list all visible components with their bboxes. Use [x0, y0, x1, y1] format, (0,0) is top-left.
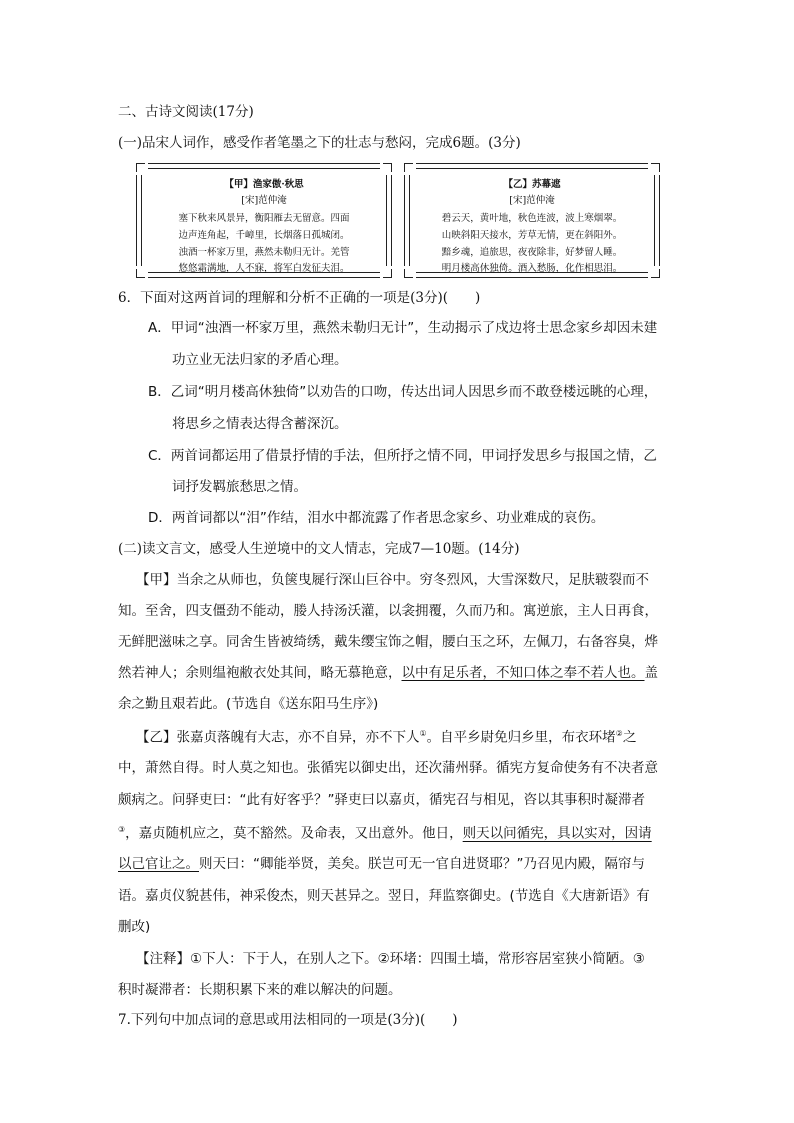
question-6-option-d: D．两首词都以“泪”作结，泪水中都流露了作者思念家乡、功业难成的哀伤。 — [148, 510, 605, 526]
passage-b-line: 语。嘉贞仪貌甚伟，神采俊杰，则天甚异之。翌日，拜监察御史。(节选自《大唐新语》有 — [118, 888, 650, 904]
part1-intro: (一)品宋人词作，感受作者笔墨之下的壮志与愁闷，完成6题。(3分) — [118, 135, 521, 151]
poem-a-box — [136, 163, 392, 278]
passage-b-line: 删改) — [118, 919, 151, 935]
question-6-option-c: C．两首词都运用了借景抒情的手法，但所抒之情不同，甲词抒发思乡与报国之情，乙 — [148, 448, 657, 464]
passage-b-line: 颇病之。问驿吏曰：“此有好客乎？”驿吏曰以嘉贞，循宪召与相见，咨以其事积时凝滞者 — [118, 792, 645, 808]
passage-a-line: 余之勤且艰若此。(节选自《送东阳马生序》) — [118, 696, 379, 712]
footnote-marker: ② — [615, 729, 623, 738]
passage-a-line-4: 然若神人；余则缊袍敝衣处其间，略无慕艳意，以中有足乐者，不知口体之奉不若人也。盖 — [118, 665, 658, 681]
poem-a-line: 边声连角起，千嶂里，长烟落日孤城闭。 — [178, 230, 350, 241]
section-title: 二、古诗文阅读(17分) — [118, 104, 254, 120]
poem-b-box — [404, 163, 660, 278]
passage-b-line-4: ③，嘉贞随机应之，莫不豁然。及命表，又出意外。他日，则天以问循宪，具以实对，因请 — [118, 825, 652, 842]
notes-line: 积时凝滞者：长期积累下来的难以解决的问题。 — [118, 982, 402, 998]
question-6-option-b-cont: 将思乡之情表达得含蓄深沉。 — [172, 416, 348, 432]
question-6-option-a-cont: 功立业无法归家的矛盾心理。 — [172, 352, 348, 368]
question-6-option-c-cont: 词抒发羁旅愁思之情。 — [172, 479, 307, 495]
poem-a-line: 悠悠霜满地，人不寐，将军白发征夫泪。 — [178, 263, 350, 274]
poem-b-title: 【乙】苏幕遮 — [503, 179, 561, 190]
poem-b-line: 黯乡魂，追旅思，夜夜除非，好梦留人睡。 — [441, 247, 623, 258]
footnote-marker: ③ — [118, 825, 126, 834]
notes-line: 【注释】①下人：下于人，在别人之下。②环堵：四围土墙，常形容居室狭小简陋。③ — [136, 951, 645, 967]
underlined-sentence: 则天以问循宪，具以实对，因请 — [462, 825, 652, 842]
passage-a-line: 【甲】当余之从师也，负箧曳屣行深山巨谷中。穷冬烈风，大雪深数尺，足肤皲裂而不 — [136, 572, 649, 588]
poem-a-title: 【甲】渔家傲·秋思 — [224, 179, 304, 190]
part2-intro: (二)读文言文，感受人生逆境中的文人情志，完成7—10题。(14分) — [118, 541, 520, 557]
passage-b-line-5: 以己官让之。则天曰：“卿能举贤，美矣。朕岂可无一官自进贤耶？”乃召见内殿，隔帘与 — [118, 856, 645, 872]
poem-b-author: [宋]范仲淹 — [509, 195, 555, 206]
passage-b-line-1: 【乙】张嘉贞落魄有大志，亦不自异，亦不下人①。自平乡尉免归乡里，布衣环堵②之 — [136, 729, 637, 746]
poem-a-author: [宋]范仲淹 — [241, 195, 287, 206]
footnote-marker: ① — [419, 729, 427, 738]
underlined-sentence: 以己官让之。 — [118, 856, 199, 872]
underlined-sentence: 以中有足乐者，不知口体之奉不若人也。 — [401, 665, 645, 681]
poem-b-line: 明月楼高休独倚。酒入愁肠，化作相思泪。 — [441, 263, 623, 274]
passage-a-line: 无鲜肥滋味之享。同舍生皆被绮绣，戴朱缨宝饰之帽，腰白玉之环，左佩刀，右备容臭，烨 — [118, 634, 658, 650]
poem-a-line: 塞下秋来风景异，衡阳雁去无留意。四面 — [178, 213, 350, 224]
poem-a-line: 浊酒一杯家万里，燕然未勒归无计。羌管 — [178, 247, 350, 258]
poem-b-line: 碧云天，黄叶地，秋色连波，波上寒烟翠。 — [441, 213, 623, 224]
question-6-option-b: B．乙词“明月楼高休独倚”以劝告的口吻，传达出词人因思乡而不敢登楼远眺的心理， — [148, 384, 658, 400]
question-6-stem: 6．下面对这两首词的理解和分析不正确的一项是(3分)( ) — [118, 290, 481, 306]
question-7-stem: 7.下列句中加点词的意思或用法相同的一项是(3分)( ) — [118, 1012, 458, 1028]
passage-b-line: 中，萧然自得。时人莫之知也。张循宪以御史出，还次蒲州驿。循宪方复命使务有不决者意 — [118, 760, 658, 776]
passage-a-line: 知。至舍，四支僵劲不能动，媵人持汤沃灌，以衾拥覆，久而乃和。寓逆旅，主人日再食， — [118, 603, 658, 619]
question-6-option-a: A．甲词“浊酒一杯家万里，燕然未勒归无计”，生动揭示了戍边将士思念家乡却因未建 — [148, 320, 658, 336]
poem-b-line: 山映斜阳天接水，芳草无情，更在斜阳外。 — [441, 230, 623, 241]
